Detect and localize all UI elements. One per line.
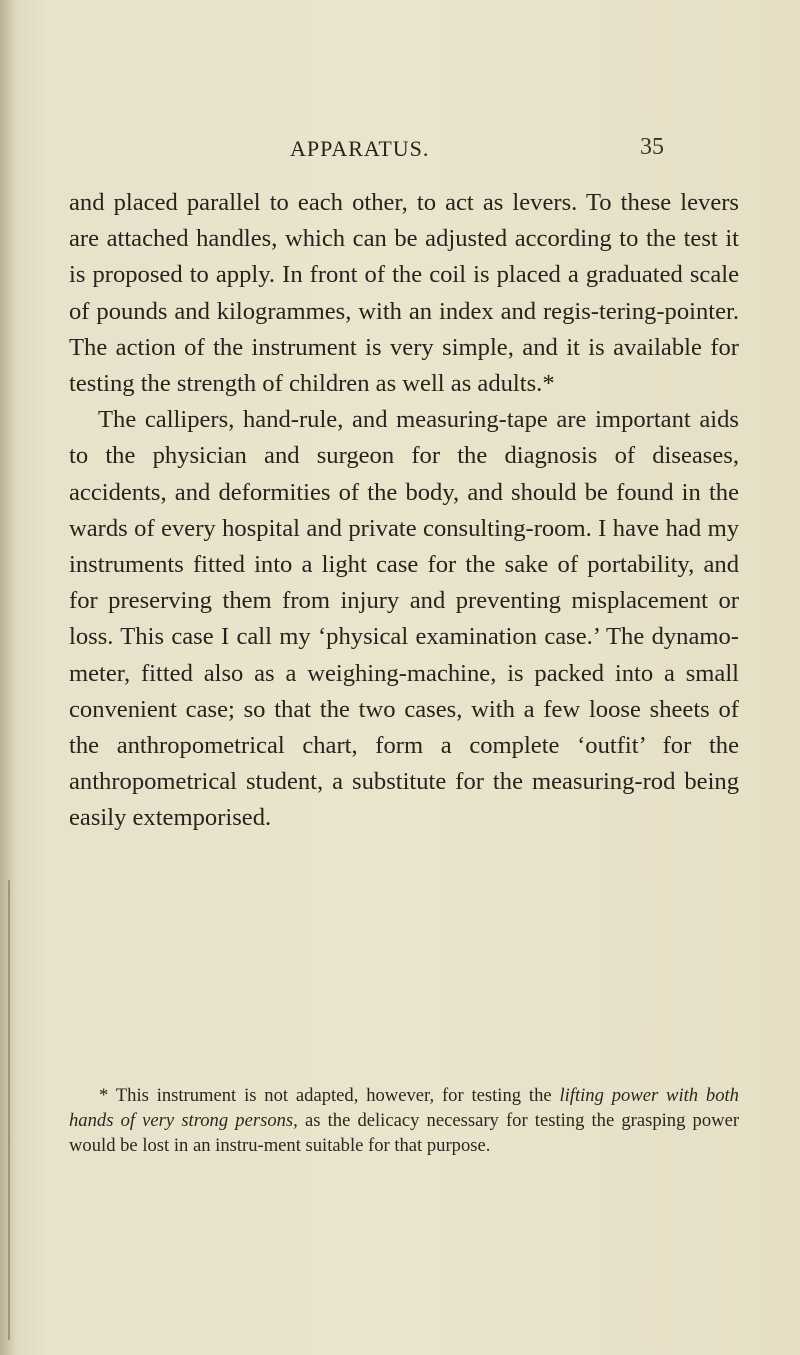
paragraph-1: and placed parallel to each other, to act as levers. To these levers are attached handles, which can be adjusted according to the test it is proposed to apply. In front of the coil is placed a graduated scale of pounds and kilogrammes, with an index and regis-tering-pointer. The action of the instrument is very simple, and it is available for testing the strength of children as well as adults.* <box>69 189 739 398</box>
page-edge-line <box>8 880 10 1340</box>
footnote <box>69 1083 739 1159</box>
footnote-lead: * This instrument is not adapted, however, for testing the <box>99 1085 552 1106</box>
paragraph-2: The callipers, hand-rule, and measuring-tape are important aids to the physician and surgeon for the diagnosis of diseases, accidents, and deformities of the body, and should be found in the wards of every hospital and private consulting-room. I have had my instruments fitted into a light case for the sake of portability, and for preserving them from injury and preventing misplacement or loss. This case I call my ‘physical examination case.’ The dynamo-meter, fitted also as a weighing-machine, is packed into a small convenient case; so that the two cases, with a few loose sheets of the anthropometrical chart, form a complete ‘outfit’ for the anthropometrical student, a substitute for the measuring-rod being easily extemporised. <box>69 406 739 832</box>
body-text <box>69 185 739 837</box>
running-header <box>0 136 800 168</box>
footnote-text <box>69 1083 739 1159</box>
footnote-italic: lifting power with both hands of very strong persons, <box>69 1085 739 1132</box>
running-title: APPARATUS. <box>290 136 430 161</box>
page-number: 35 <box>640 134 664 160</box>
footnote-tail: as the delicacy necessary for testing the grasping power would be lost in an instru-ment suitable for that purpose. <box>69 1110 740 1157</box>
